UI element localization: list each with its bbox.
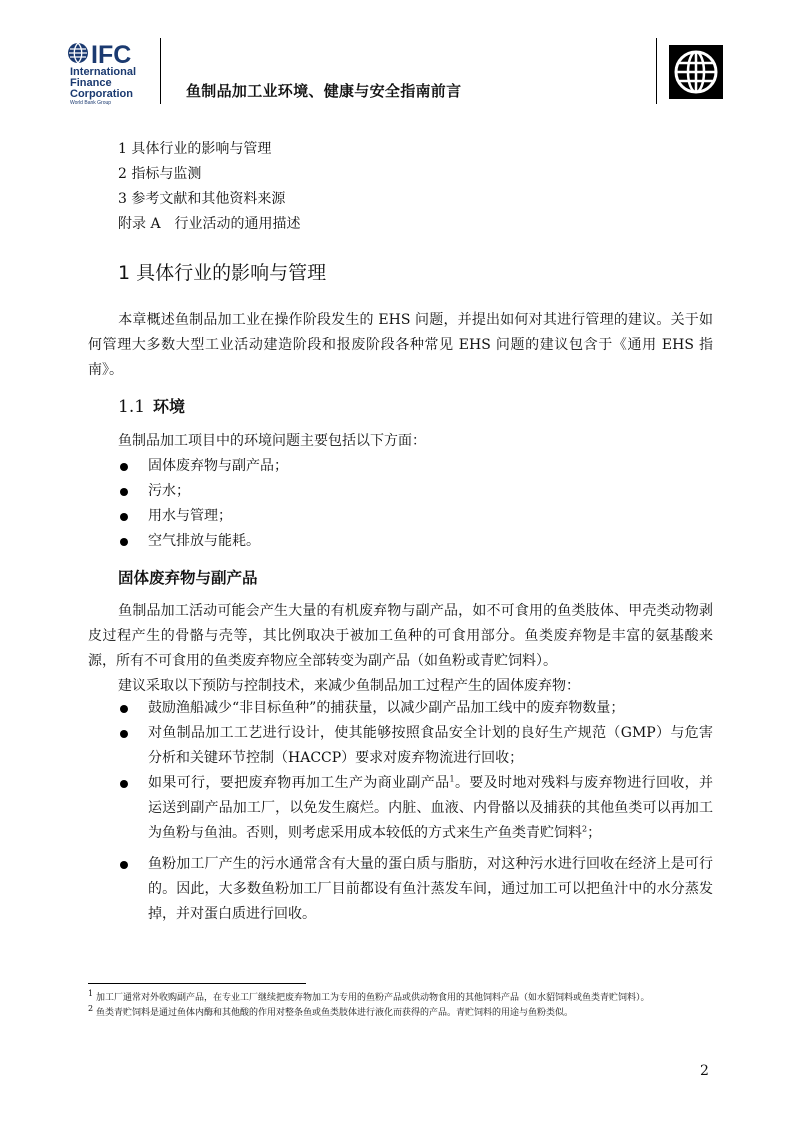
- list-item-text: 对鱼制品加工工艺进行设计，使其能够按照食品安全计划的良好生产规范（GMP）与危害分析和关键环节控制（HACCP）要求对废弃物流进行回收；: [148, 725, 713, 766]
- page-number: 2: [700, 1063, 709, 1079]
- page-header: [0, 0, 793, 110]
- footnote-separator: [88, 983, 306, 984]
- environment-issues-list: [118, 454, 713, 554]
- header-divider-left: [160, 38, 161, 104]
- ifc-line-3: Corporation: [70, 88, 133, 100]
- control-techniques-list: [118, 696, 713, 927]
- toc-item: 2 指标与监测: [118, 166, 202, 182]
- subsection-paragraph: [88, 599, 713, 674]
- bullet-icon: [120, 463, 128, 471]
- ifc-subtitle: World Bank Group: [70, 100, 112, 106]
- bullet-icon: [120, 861, 128, 869]
- header-divider-right: [656, 38, 657, 104]
- list-item-text: 污水；: [148, 483, 190, 499]
- list-item-text: ；: [587, 825, 602, 841]
- list-item: [118, 504, 713, 529]
- world-bank-logo: [669, 45, 723, 99]
- toc-item: 附录 A 行业活动的通用描述: [118, 216, 301, 232]
- subsection-heading: 固体废弃物与副产品: [118, 569, 258, 587]
- section-1-1-heading: [118, 394, 185, 417]
- footnote-ref[interactable]: 1: [449, 774, 455, 784]
- bullet-icon: [120, 488, 128, 496]
- list-item: [118, 479, 713, 504]
- list-item-text: 鼓励渔船减少“非目标鱼种”的捕获量，以减少副产品加工线中的废弃物数量；: [148, 700, 625, 716]
- section-1-intro-text: 本章概述鱼制品加工业在操作阶段发生的 EHS 问题，并提出如何对其进行管理的建议。关于如何管理大多数大型工业活动建造阶段和报废阶段各种常见 EHS 问题的建议包含于《通用 EHS 指南》。: [88, 312, 713, 378]
- footnote-number: 2: [88, 1004, 94, 1013]
- footnote-text: 鱼类青贮饲料是通过鱼体内酶和其他酸的作用对整条鱼或鱼类肢体进行液化而获得的产品。青贮饲料的用途与鱼粉类似。: [93, 1008, 573, 1018]
- world-bank-globe-icon: [669, 45, 723, 99]
- footnote-1: [88, 991, 713, 1006]
- header-title: 鱼制品加工业环境、健康与安全指南前言: [186, 82, 462, 100]
- section-1-heading: 1 具体行业的影响与管理: [118, 262, 327, 284]
- bullet-icon: [120, 705, 128, 713]
- list-item: [118, 721, 713, 771]
- footnote-number: 1: [88, 989, 94, 998]
- footnote-ref[interactable]: 2: [582, 824, 588, 834]
- ifc-name: [70, 67, 136, 107]
- ifc-logo: [68, 38, 148, 110]
- ifc-mark-text: IFC: [91, 41, 132, 66]
- list-item-text: 固体废弃物与副产品；: [148, 458, 288, 474]
- list-item-text: 鱼粉加工厂产生的污水通常含有大量的蛋白质与脂肪，对这种污水进行回收在经济上是可行的。因此，大多数鱼粉加工厂目前都设有鱼汁蒸发车间，通过加工可以把鱼汁中的水分蒸发掉，并对蛋白质进行回收。: [148, 856, 713, 922]
- subsection-paragraph-text: 鱼制品加工活动可能会产生大量的有机废弃物与副产品，如不可食用的鱼类肢体、甲壳类动物剥皮过程产生的骨骼与壳等，其比例取决于被加工鱼种的可食用部分。鱼类废弃物是丰富的氨基酸来源，所有不可食用的鱼类废弃物应全部转变为副产品（如鱼粉或青贮饲料）。: [88, 603, 713, 669]
- footnotes: [88, 991, 713, 1021]
- list-item: [118, 529, 713, 554]
- footnote-text: 加工厂通常对外收购副产品，在专业工厂继续把废弃物加工为专用的鱼粉产品或供动物食用的其他饲料产品（如水貂饲料或鱼类青贮饲料）。: [93, 993, 650, 1003]
- section-1-intro: [88, 308, 713, 383]
- list-item-text: 如果可行，要把废弃物再加工生产为商业副产品: [148, 775, 450, 791]
- ifc-line-1: International: [70, 66, 137, 78]
- subsection-lead: 建议采取以下预防与控制技术，来减少鱼制品加工过程产生的固体废弃物：: [118, 678, 580, 694]
- footnote-2: [88, 1006, 713, 1021]
- toc-item: 1 具体行业的影响与管理: [118, 141, 272, 157]
- toc-item: 3 参考文献和其他资料来源: [118, 191, 286, 207]
- section-title: 环境: [153, 397, 186, 416]
- list-item-text: 用水与管理；: [148, 508, 232, 524]
- list-item: [118, 771, 713, 846]
- bullet-icon: [120, 780, 128, 788]
- list-item-text: 。要及时地对残料与废弃物进行回收，并运送到副产品加工厂，以免发生腐烂。内脏、血液、内骨骼以及捕获的其他鱼类可以再加工为鱼粉与鱼油。否则，则考虑采用成本较低的方式来生产鱼类青贮饲料: [148, 775, 714, 841]
- table-of-contents: [118, 137, 301, 237]
- bullet-icon: [120, 538, 128, 546]
- ifc-line-2: Finance: [70, 77, 112, 89]
- list-item: [118, 696, 713, 721]
- section-1-1-lead: 鱼制品加工项目中的环境问题主要包括以下方面：: [118, 433, 426, 449]
- section-number: 1.1: [118, 397, 146, 417]
- bullet-icon: [120, 730, 128, 738]
- list-item: [118, 852, 713, 927]
- list-item: [118, 454, 713, 479]
- list-item-text: 空气排放与能耗。: [148, 533, 260, 549]
- bullet-icon: [120, 513, 128, 521]
- ifc-globe-icon: [68, 40, 148, 66]
